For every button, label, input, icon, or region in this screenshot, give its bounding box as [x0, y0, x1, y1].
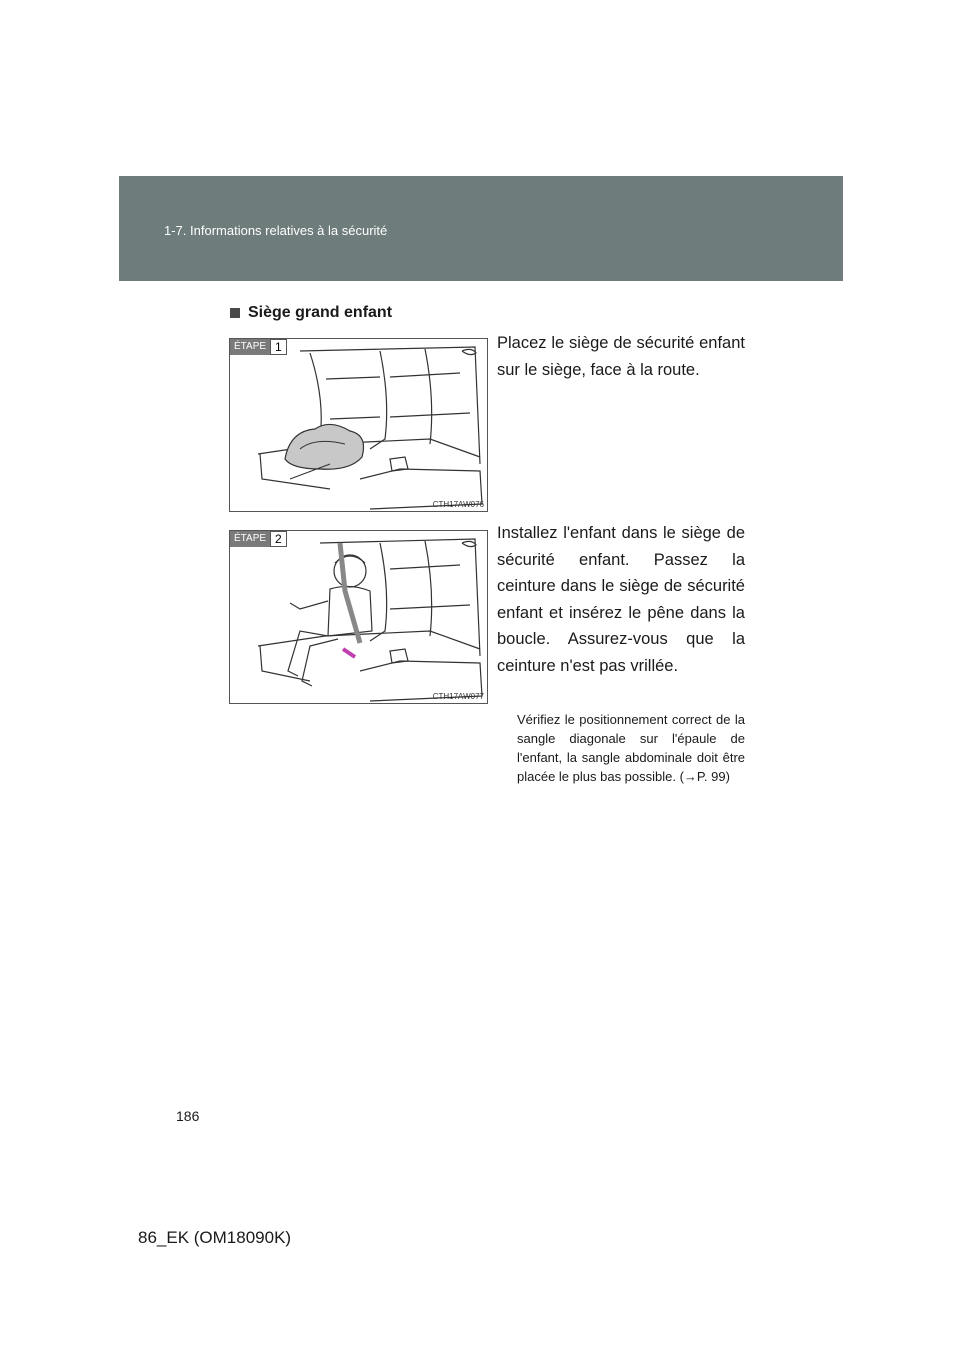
- step-badge: [230, 339, 287, 355]
- section-title: 1-7. Informations relatives à la sécurité: [164, 223, 388, 238]
- figure-step-2: [229, 530, 488, 704]
- subsection-title: Siège grand enfant: [248, 304, 393, 321]
- square-bullet-icon: [230, 308, 240, 318]
- step-label: ÉTAPE: [230, 531, 270, 547]
- step-1-text: Placez le siège de sécurité enfant sur le siège, face à la route.: [497, 334, 745, 379]
- figure-code: CTH17AW076: [432, 500, 484, 509]
- page-number: 186: [176, 1108, 200, 1124]
- step-number: 1: [270, 339, 287, 355]
- document-code: 86_EK (OM18090K): [138, 1228, 292, 1247]
- step-number: 2: [270, 531, 287, 547]
- child-in-booster-illustration: [230, 531, 487, 703]
- subsection-heading: [230, 304, 392, 322]
- section-header: [119, 176, 843, 281]
- figure-step-1: [229, 338, 488, 512]
- step-label: ÉTAPE: [230, 339, 270, 355]
- note-text: Vérifiez le positionnement correct de la sangle diagonale sur l'épaule de l'enfant, la sangle abdominale doit être placée le plus bas possible. (→P. 99): [517, 712, 745, 784]
- step-2-text: Installez l'enfant dans le siège de sécurité enfant. Passez la ceinture dans le siège de sécurité enfant et insérez le pêne dans la boucle. Assurez-vous que la ceinture n'est pas vrillée.: [497, 524, 745, 675]
- figure-code: CTH17AW077: [432, 692, 484, 701]
- step-badge: [230, 531, 287, 547]
- booster-seat-illustration: [230, 339, 487, 511]
